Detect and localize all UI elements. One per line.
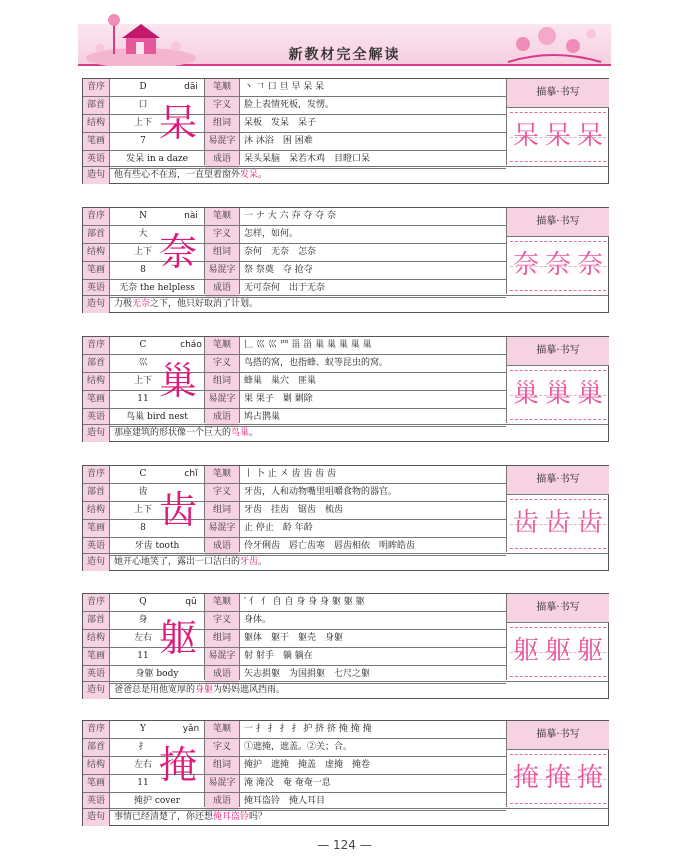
row-bihua <box>83 262 506 280</box>
english-value: 发呆 in a daze <box>126 154 188 164</box>
label-zuci: 组词 <box>205 757 239 774</box>
yinxu-value: N <box>139 211 147 221</box>
zuci-value: 奈何 无奈 怎奈 <box>244 247 317 257</box>
trace-char: 掩 <box>544 763 571 793</box>
zuci-value: 蜂巢 巢穴 匪巢 <box>244 376 317 386</box>
label-jiegou: 结构 <box>83 244 109 261</box>
label-yingyu: 英语 <box>83 280 109 297</box>
label-yinxu: 音序 <box>83 337 109 354</box>
label-chengyu: 成语 <box>205 280 239 297</box>
english-value: 牙齿 tooth <box>134 541 180 551</box>
zaoju-highlight: 身躯 <box>195 685 214 695</box>
label-yihunzi: 易混字 <box>205 520 239 537</box>
zaoju-post: 为妈妈遮风挡雨。 <box>213 685 286 695</box>
chengyu-value: 伶牙俐齿 唇亡齿寒 唇齿相依 明眸皓齿 <box>244 541 416 551</box>
row-bihua <box>83 775 506 793</box>
yinxu-value: C <box>139 340 147 350</box>
pinyin: cháo <box>180 340 202 350</box>
label-bihua: 笔画 <box>83 648 109 665</box>
bishun-value: ′ 亻 亻 自 自 身 身 身 躯 躯 躯 <box>244 597 365 607</box>
trace-char: 躯 <box>544 636 571 666</box>
row-yinxu <box>83 208 506 226</box>
zaoju-highlight: 发呆 <box>240 170 259 180</box>
label-jiegou: 结构 <box>83 373 109 390</box>
label-yingyu: 英语 <box>83 793 109 810</box>
book-title: 新教材完全解读 <box>288 47 401 63</box>
trace-grid <box>510 241 606 291</box>
label-bihua: 笔画 <box>83 775 109 792</box>
row-zaoju <box>83 166 608 184</box>
bihua-value: 8 <box>140 265 146 275</box>
yihunzi-value: 沐 沐浴 困 困难 <box>244 136 313 146</box>
label-bushou: 部首 <box>83 612 109 629</box>
zaoju-pre: 那座建筑的形状像一个巨大的 <box>114 428 232 438</box>
label-zaoju: 造句 <box>83 296 109 313</box>
row-bihua <box>83 648 506 666</box>
ziyi-value: 脸上表情死板，发愣。 <box>244 100 335 110</box>
label-bushou: 部首 <box>83 97 109 114</box>
trace-practice-box <box>506 466 609 552</box>
label-yihunzi: 易混字 <box>205 391 239 408</box>
zuci-value: 呆板 发呆 呆子 <box>244 118 317 128</box>
bishun-value: 一 扌 扌 扌 扌 护 挤 挤 掩 掩 掩 <box>244 724 372 734</box>
zaoju-highlight: 掩耳盗铃 <box>213 812 250 822</box>
ziyi-value: 牙齿，人和动物嘴里咀嚼食物的器官。 <box>244 487 398 497</box>
trace-char: 掩 <box>576 763 603 793</box>
bushou-value: 大 <box>138 229 148 239</box>
label-chengyu: 成语 <box>205 538 239 555</box>
trace-char: 奈 <box>576 250 603 280</box>
label-jiegou: 结构 <box>83 502 109 519</box>
label-ziyi: 字义 <box>205 355 239 372</box>
trace-label: 描摹·书写 <box>507 79 609 108</box>
label-bihua: 笔画 <box>83 133 109 150</box>
headword-character: 掩 <box>158 743 197 787</box>
label-ziyi: 字义 <box>205 484 239 501</box>
label-chengyu: 成语 <box>205 409 239 426</box>
trace-char: 掩 <box>512 763 539 793</box>
bishun-value: 丨 卜 止 㐅 齿 齿 齿 齿 <box>244 469 337 479</box>
label-yinxu: 音序 <box>83 466 109 483</box>
bihua-value: 11 <box>137 778 149 788</box>
zuci-value: 掩护 遮掩 掩盖 虚掩 掩卷 <box>244 760 371 770</box>
english-value: 身躯 body <box>135 669 179 679</box>
label-bihua: 笔画 <box>83 262 109 279</box>
trace-char: 奈 <box>544 250 571 280</box>
label-zaoju: 造句 <box>83 167 109 184</box>
row-bushou <box>83 484 506 502</box>
label-yinxu: 音序 <box>83 594 109 611</box>
zaoju-post: 。 <box>258 557 268 567</box>
trace-label: 描摹·书写 <box>507 721 609 750</box>
jiegou-value: 左右 <box>133 760 152 770</box>
label-yihunzi: 易混字 <box>205 648 239 665</box>
label-bushou: 部首 <box>83 226 109 243</box>
character-card <box>82 336 609 442</box>
character-card <box>82 593 609 699</box>
label-yihunzi: 易混字 <box>205 262 239 279</box>
label-zuci: 组词 <box>205 502 239 519</box>
trace-grid <box>510 754 606 804</box>
trace-label: 描摹·书写 <box>507 208 609 237</box>
bishun-value: 一 ナ 大 六 㚏 夺 夺 奈 <box>244 211 337 221</box>
trace-grid <box>510 370 606 420</box>
label-zuci: 组词 <box>205 630 239 647</box>
trace-char: 躯 <box>576 636 603 666</box>
zaoju-post: 之下，他只好取消了计划。 <box>150 299 259 309</box>
label-zaoju: 造句 <box>83 682 109 699</box>
label-bishun: 笔顺 <box>205 594 239 611</box>
row-bushou <box>83 612 506 630</box>
row-yinxu <box>83 466 506 484</box>
zaoju-pre: 爸爸总是用他宽厚的 <box>114 685 196 695</box>
trace-practice-box <box>506 721 609 807</box>
label-bishun: 笔顺 <box>205 208 239 225</box>
label-ziyi: 字义 <box>205 612 239 629</box>
bushou-value: 口 <box>138 100 148 110</box>
page-header <box>0 0 689 75</box>
row-zaoju <box>83 553 608 571</box>
row-zaoju <box>83 295 608 313</box>
trace-practice-box <box>506 208 609 294</box>
character-card <box>82 207 609 313</box>
ziyi-value: 怎样，如何。 <box>244 229 299 239</box>
label-yinxu: 音序 <box>83 208 109 225</box>
headword-character: 躯 <box>158 616 197 660</box>
bihua-value: 8 <box>140 523 146 533</box>
zaoju-pre: 事情已经清楚了，你还想 <box>114 812 214 822</box>
trace-practice-box <box>506 594 609 680</box>
label-bushou: 部首 <box>83 484 109 501</box>
chengyu-value: 无可奈何 出于无奈 <box>244 283 326 293</box>
label-bihua: 笔画 <box>83 520 109 537</box>
zaoju-sentence <box>110 682 605 699</box>
zaoju-post: 。 <box>249 428 259 438</box>
yihunzi-value: 果 果子 剿 剿除 <box>244 394 313 404</box>
label-bishun: 笔顺 <box>205 79 239 96</box>
zaoju-post: 。 <box>258 170 268 180</box>
chengyu-value: 呆头呆脑 呆若木鸡 目瞪口呆 <box>244 154 371 164</box>
label-yingyu: 英语 <box>83 666 109 683</box>
bushou-value: 齿 <box>138 487 148 497</box>
page-number: — 124 — <box>317 838 372 852</box>
zaoju-sentence <box>110 554 605 571</box>
bihua-value: 11 <box>137 651 149 661</box>
pinyin: chǐ <box>184 469 198 479</box>
label-yingyu: 英语 <box>83 538 109 555</box>
jiegou-value: 上下 <box>133 505 152 515</box>
label-yihunzi: 易混字 <box>205 133 239 150</box>
trace-label: 描摹·书写 <box>507 466 609 495</box>
yihunzi-value: 止 停止 龄 年龄 <box>244 523 313 533</box>
trace-practice-box <box>506 79 609 165</box>
trace-label: 描摹·书写 <box>507 337 609 366</box>
trace-grid <box>510 112 606 162</box>
ziyi-value: 身体。 <box>244 615 272 625</box>
label-yingyu: 英语 <box>83 409 109 426</box>
row-jiegou <box>83 373 506 391</box>
trace-grid <box>510 499 606 549</box>
label-zuci: 组词 <box>205 244 239 261</box>
pinyin: yǎn <box>182 724 200 734</box>
label-ziyi: 字义 <box>205 97 239 114</box>
row-jiegou <box>83 244 506 262</box>
headword-character: 巢 <box>158 359 197 403</box>
row-jiegou <box>83 630 506 648</box>
row-jiegou <box>83 115 506 133</box>
label-bihua: 笔画 <box>83 391 109 408</box>
label-bishun: 笔顺 <box>205 337 239 354</box>
trace-practice-box <box>506 337 609 423</box>
zuci-value: 躯体 躯干 躯壳 身躯 <box>244 633 344 643</box>
yinxu-value: D <box>139 82 147 92</box>
label-zuci: 组词 <box>205 373 239 390</box>
trace-label: 描摹·书写 <box>507 594 609 623</box>
zaoju-sentence <box>110 809 605 826</box>
row-zaoju <box>83 424 608 442</box>
label-jiegou: 结构 <box>83 115 109 132</box>
zaoju-highlight: 牙齿 <box>240 557 259 567</box>
trace-char: 奈 <box>512 250 539 280</box>
ziyi-value: ①遮掩，遮盖。②关；合。 <box>244 742 353 752</box>
label-bushou: 部首 <box>83 355 109 372</box>
jiegou-value: 上下 <box>133 376 152 386</box>
row-yinxu <box>83 337 506 355</box>
row-yinxu <box>83 594 506 612</box>
trace-char: 齿 <box>544 508 571 538</box>
yihunzi-value: 祭 祭奠 夺 抢夺 <box>244 265 313 275</box>
zaoju-highlight: 鸟巢 <box>231 428 250 438</box>
pinyin: dāi <box>184 82 198 92</box>
zaoju-pre: 她开心地笑了，露出一口洁白的 <box>114 557 241 567</box>
label-chengyu: 成语 <box>205 793 239 810</box>
ziyi-value: 鸟搭的窝，也指蜂、蚁等昆虫的窝。 <box>244 358 389 368</box>
label-zuci: 组词 <box>205 115 239 132</box>
row-zaoju <box>83 808 608 826</box>
row-bushou <box>83 739 506 757</box>
trace-char: 呆 <box>512 121 539 151</box>
bushou-value: 扌 <box>138 742 148 752</box>
chengyu-value: 鸠占鹊巢 <box>244 412 281 422</box>
label-yinxu: 音序 <box>83 79 109 96</box>
chengyu-value: 掩耳盗铃 掩人耳目 <box>244 796 326 806</box>
label-ziyi: 字义 <box>205 739 239 756</box>
yinxu-value: Y <box>140 724 146 734</box>
yinxu-value: Q <box>139 597 147 607</box>
trace-char: 巢 <box>544 379 571 409</box>
label-zaoju: 造句 <box>83 425 109 442</box>
label-chengyu: 成语 <box>205 666 239 683</box>
trace-grid <box>510 627 606 677</box>
row-yinxu <box>83 79 506 97</box>
bushou-value: 巛 <box>138 358 148 368</box>
row-yinxu <box>83 721 506 739</box>
label-zaoju: 造句 <box>83 809 109 826</box>
zaoju-highlight: 无奈 <box>132 299 151 309</box>
bishun-value: 丶 𠃍 口 旦 早 呆 呆 <box>244 82 325 92</box>
label-yingyu: 英语 <box>83 151 109 168</box>
yihunzi-value: 射 射手 躺 躺在 <box>244 651 313 661</box>
label-bushou: 部首 <box>83 739 109 756</box>
row-bushou <box>83 355 506 373</box>
headword-character: 奈 <box>158 230 197 274</box>
row-zaoju <box>83 681 608 699</box>
english-value: 鸟巢 bird nest <box>126 412 188 422</box>
character-card <box>82 78 609 184</box>
label-ziyi: 字义 <box>205 226 239 243</box>
row-jiegou <box>83 502 506 520</box>
headword-character: 齿 <box>158 488 197 532</box>
pinyin: nài <box>184 211 198 221</box>
zuci-value: 牙齿 挂齿 锯齿 梳齿 <box>244 505 344 515</box>
label-yihunzi: 易混字 <box>205 775 239 792</box>
yinxu-value: C <box>139 469 147 479</box>
chengyu-value: 矢志捐躯 为国捐躯 七尺之躯 <box>244 669 371 679</box>
bihua-value: 7 <box>140 136 146 146</box>
trace-char: 齿 <box>512 508 539 538</box>
trace-char: 躯 <box>512 636 539 666</box>
bihua-value: 11 <box>137 394 149 404</box>
character-card <box>82 465 609 571</box>
trace-char: 呆 <box>576 121 603 151</box>
trace-char: 齿 <box>576 508 603 538</box>
pinyin: qū <box>185 597 197 607</box>
trace-char: 呆 <box>544 121 571 151</box>
english-value: 无奈 the helpless <box>119 283 195 293</box>
zaoju-pre: 他有些心不在焉，一直望着窗外 <box>114 170 241 180</box>
headword-character: 呆 <box>158 101 197 145</box>
jiegou-value: 上下 <box>133 118 152 128</box>
jiegou-value: 上下 <box>133 247 152 257</box>
bishun-value: 𠃊 巛 巛 罒 甾 甾 巢 巢 巢 巢 巢 <box>244 340 372 350</box>
label-yinxu: 音序 <box>83 721 109 738</box>
english-value: 掩护 cover <box>133 796 181 806</box>
label-jiegou: 结构 <box>83 757 109 774</box>
label-bishun: 笔顺 <box>205 466 239 483</box>
row-bihua <box>83 133 506 151</box>
row-jiegou <box>83 757 506 775</box>
row-bihua <box>83 391 506 409</box>
label-zaoju: 造句 <box>83 554 109 571</box>
zaoju-sentence <box>110 425 605 442</box>
row-bihua <box>83 520 506 538</box>
trace-char: 巢 <box>576 379 603 409</box>
zaoju-pre: 力极 <box>114 299 133 309</box>
character-card <box>82 720 609 826</box>
zaoju-sentence <box>110 167 605 184</box>
row-bushou <box>83 226 506 244</box>
trace-char: 巢 <box>512 379 539 409</box>
zaoju-post: 吗？ <box>249 812 268 822</box>
label-bishun: 笔顺 <box>205 721 239 738</box>
label-chengyu: 成语 <box>205 151 239 168</box>
zaoju-sentence <box>110 296 605 313</box>
jiegou-value: 左右 <box>133 633 152 643</box>
label-jiegou: 结构 <box>83 630 109 647</box>
row-bushou <box>83 97 506 115</box>
yihunzi-value: 淹 淹没 奄 奄奄一息 <box>244 778 331 788</box>
bushou-value: 身 <box>138 615 148 625</box>
